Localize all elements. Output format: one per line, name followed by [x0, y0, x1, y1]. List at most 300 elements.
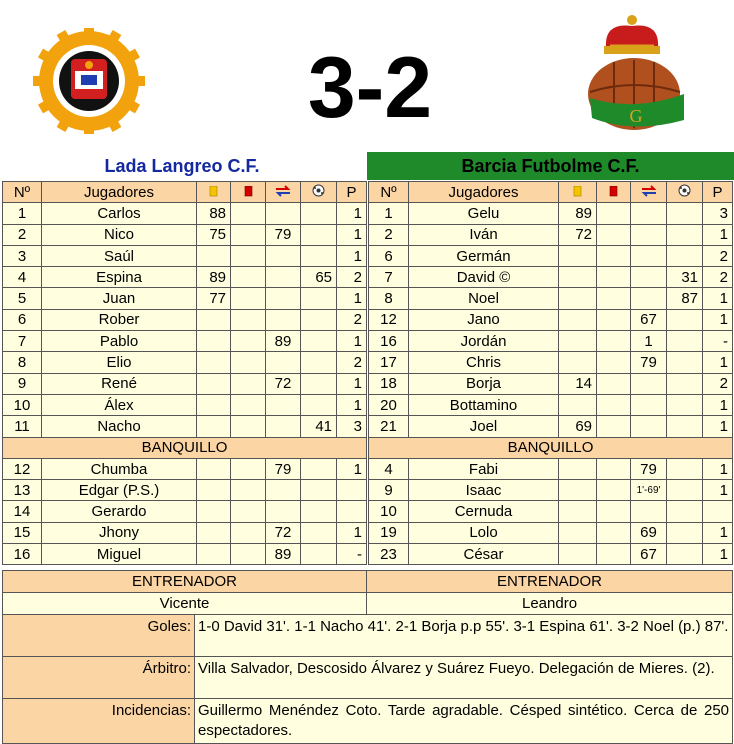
goal-minute: [301, 331, 337, 352]
yellow-card-minute: [197, 373, 231, 394]
goal-minute: [667, 480, 703, 501]
yellow-column-header: [197, 182, 231, 203]
player-row: [3, 309, 367, 330]
substitution-minute: [631, 245, 667, 266]
substitution-minute: 72: [266, 522, 301, 543]
substitution-minute: [266, 416, 301, 437]
player-points: 1: [337, 458, 367, 479]
goal-minute: [667, 309, 703, 330]
player-row: [3, 501, 367, 522]
player-row: [369, 394, 733, 415]
player-number: 15: [3, 522, 42, 543]
player-points: 1: [337, 203, 367, 224]
goal-minute: 31: [667, 267, 703, 288]
yellow-card-minute: 14: [559, 373, 597, 394]
player-points: 1: [337, 245, 367, 266]
number-header: Nº: [369, 182, 409, 203]
red-card-minute: [231, 522, 266, 543]
substitution-minute: [266, 309, 301, 330]
player-points: 2: [703, 267, 733, 288]
player-number: 16: [3, 544, 42, 565]
yellow-column-header: [559, 182, 597, 203]
player-name: Iván: [409, 224, 559, 245]
red-card-minute: [231, 309, 266, 330]
red-card-icon: [244, 184, 253, 201]
substitution-minute: [631, 373, 667, 394]
red-card-minute: [597, 267, 631, 288]
red-card-minute: [231, 394, 266, 415]
player-number: 21: [369, 416, 409, 437]
yellow-card-minute: 89: [559, 203, 597, 224]
goal-minute: [301, 288, 337, 309]
goal-minute: [301, 480, 337, 501]
goal-minute: [667, 544, 703, 565]
away-coach-label: ENTRENADOR: [367, 571, 733, 593]
player-number: 6: [3, 309, 42, 330]
yellow-card-minute: [559, 245, 597, 266]
bench-header-row: [369, 437, 733, 458]
player-number: 6: [369, 245, 409, 266]
substitution-minute: [631, 288, 667, 309]
bench-label: BANQUILLO: [369, 437, 733, 458]
goal-minute: [301, 352, 337, 373]
substitution-minute: 79: [266, 224, 301, 245]
substitution-minute: 69: [631, 522, 667, 543]
red-card-minute: [231, 352, 266, 373]
player-points: 1: [703, 309, 733, 330]
goal-minute: [301, 245, 337, 266]
player-row: [3, 394, 367, 415]
ball-icon: [312, 184, 325, 201]
player-points: 1: [337, 288, 367, 309]
sub-column-header: [631, 182, 667, 203]
substitution-minute: 1'-69': [631, 480, 667, 501]
match-summary-table: [2, 570, 733, 744]
player-name: Germán: [409, 245, 559, 266]
yellow-card-minute: 72: [559, 224, 597, 245]
player-row: [369, 224, 733, 245]
yellow-card-minute: [559, 394, 597, 415]
red-card-minute: [231, 480, 266, 501]
player-points: -: [703, 331, 733, 352]
player-number: 23: [369, 544, 409, 565]
substitution-minute: [266, 352, 301, 373]
home-coach-name: Vicente: [3, 593, 367, 615]
yellow-card-minute: [197, 352, 231, 373]
yellow-card-minute: [197, 331, 231, 352]
player-name: Nico: [42, 224, 197, 245]
player-points: 1: [703, 544, 733, 565]
yellow-card-icon: [573, 184, 582, 201]
red-card-minute: [231, 416, 266, 437]
red-card-minute: [231, 458, 266, 479]
home-lineup-table: [2, 181, 367, 565]
player-name: Miguel: [42, 544, 197, 565]
red-card-minute: [231, 288, 266, 309]
goal-minute: [667, 501, 703, 522]
yellow-card-minute: [559, 480, 597, 501]
red-card-minute: [231, 267, 266, 288]
red-card-minute: [597, 480, 631, 501]
substitution-minute: [631, 224, 667, 245]
player-number: 9: [3, 373, 42, 394]
yellow-card-minute: [197, 544, 231, 565]
red-card-minute: [597, 245, 631, 266]
player-row: [369, 309, 733, 330]
red-card-minute: [597, 224, 631, 245]
player-row: [369, 331, 733, 352]
player-points: 1: [337, 373, 367, 394]
player-name: Gelu: [409, 203, 559, 224]
red-card-minute: [231, 501, 266, 522]
red-column-header: [597, 182, 631, 203]
player-points: 1: [703, 458, 733, 479]
player-points: 1: [703, 522, 733, 543]
red-card-minute: [597, 416, 631, 437]
player-row: [3, 331, 367, 352]
player-row: [3, 480, 367, 501]
player-name: René: [42, 373, 197, 394]
players-header: Jugadores: [42, 182, 197, 203]
player-number: 19: [369, 522, 409, 543]
player-points: 3: [703, 203, 733, 224]
yellow-card-minute: 69: [559, 416, 597, 437]
player-name: Gerardo: [42, 501, 197, 522]
player-name: Bottamino: [409, 394, 559, 415]
player-name: Chris: [409, 352, 559, 373]
goal-minute: [301, 309, 337, 330]
goal-minute: 41: [301, 416, 337, 437]
substitution-minute: [266, 288, 301, 309]
bench-label: BANQUILLO: [3, 437, 367, 458]
player-row: [369, 501, 733, 522]
player-number: 20: [369, 394, 409, 415]
substitution-minute: 67: [631, 544, 667, 565]
player-row: [3, 203, 367, 224]
player-row: [3, 267, 367, 288]
player-row: [369, 522, 733, 543]
substitution-minute: [266, 501, 301, 522]
points-header: P: [703, 182, 733, 203]
player-row: [3, 352, 367, 373]
red-card-minute: [231, 331, 266, 352]
substitution-minute: [266, 267, 301, 288]
player-points: [337, 501, 367, 522]
player-points: 1: [337, 331, 367, 352]
substitution-minute: [631, 267, 667, 288]
player-row: [369, 416, 733, 437]
player-number: 17: [369, 352, 409, 373]
goal-minute: [301, 458, 337, 479]
player-number: 11: [3, 416, 42, 437]
player-row: [3, 544, 367, 565]
substitution-minute: 1: [631, 331, 667, 352]
player-number: 1: [3, 203, 42, 224]
red-card-minute: [597, 544, 631, 565]
player-name: Elio: [42, 352, 197, 373]
red-card-minute: [597, 331, 631, 352]
red-card-minute: [597, 203, 631, 224]
red-card-minute: [597, 522, 631, 543]
player-name: Jordán: [409, 331, 559, 352]
player-row: [3, 416, 367, 437]
substitution-minute: 89: [266, 331, 301, 352]
home-team-name: Lada Langreo C.F.: [0, 152, 364, 180]
substitution-minute: [631, 203, 667, 224]
red-card-minute: [231, 373, 266, 394]
yellow-card-minute: [559, 522, 597, 543]
substitution-minute: 89: [266, 544, 301, 565]
player-name: Lolo: [409, 522, 559, 543]
player-number: 1: [369, 203, 409, 224]
player-name: Edgar (P.S.): [42, 480, 197, 501]
player-row: [369, 267, 733, 288]
player-name: Isaac: [409, 480, 559, 501]
player-number: 7: [369, 267, 409, 288]
goals-label: Goles:: [3, 615, 195, 657]
goal-minute: [667, 373, 703, 394]
sub-column-header: [266, 182, 301, 203]
player-number: 10: [3, 394, 42, 415]
table-header-row: [369, 182, 733, 203]
substitution-minute: 79: [631, 458, 667, 479]
yellow-card-minute: [197, 245, 231, 266]
away-coach-name: Leandro: [367, 593, 733, 615]
ball-column-header: [301, 182, 337, 203]
yellow-card-minute: 89: [197, 267, 231, 288]
substitution-minute: 79: [631, 352, 667, 373]
match-header: [0, 0, 734, 152]
substitution-minute: [266, 203, 301, 224]
red-card-minute: [597, 288, 631, 309]
player-row: [3, 245, 367, 266]
substitution-minute: 67: [631, 309, 667, 330]
player-row: [3, 522, 367, 543]
player-name: Jano: [409, 309, 559, 330]
goal-minute: [667, 416, 703, 437]
yellow-card-minute: [559, 309, 597, 330]
goal-minute: [667, 352, 703, 373]
player-row: [3, 224, 367, 245]
number-header: Nº: [3, 182, 42, 203]
player-name: Álex: [42, 394, 197, 415]
players-header: Jugadores: [409, 182, 559, 203]
player-points: 2: [337, 267, 367, 288]
player-number: 16: [369, 331, 409, 352]
player-row: [369, 203, 733, 224]
player-number: 2: [369, 224, 409, 245]
match-score: 3-2: [307, 40, 433, 136]
player-row: [369, 373, 733, 394]
goal-minute: [667, 203, 703, 224]
table-header-row: [3, 182, 367, 203]
player-row: [369, 544, 733, 565]
substitution-minute: [631, 501, 667, 522]
goal-minute: [667, 458, 703, 479]
substitution-minute: [266, 480, 301, 501]
player-points: 3: [337, 416, 367, 437]
player-row: [369, 288, 733, 309]
player-name: Joel: [409, 416, 559, 437]
goal-minute: [301, 224, 337, 245]
player-points: 1: [703, 480, 733, 501]
away-lineup-table: [368, 181, 733, 565]
player-row: [369, 352, 733, 373]
away-team-name: Barcia Futbolme C.F.: [367, 152, 734, 180]
player-points: 1: [703, 352, 733, 373]
substitution-minute: 72: [266, 373, 301, 394]
player-number: 14: [3, 501, 42, 522]
player-points: 2: [703, 373, 733, 394]
player-number: 5: [3, 288, 42, 309]
player-number: 12: [369, 309, 409, 330]
yellow-card-icon: [209, 184, 218, 201]
player-points: 1: [703, 224, 733, 245]
red-card-minute: [231, 245, 266, 266]
yellow-card-minute: [559, 352, 597, 373]
yellow-card-minute: [559, 544, 597, 565]
player-points: 1: [337, 224, 367, 245]
player-points: 1: [703, 416, 733, 437]
player-name: Cernuda: [409, 501, 559, 522]
red-card-minute: [231, 544, 266, 565]
yellow-card-minute: [197, 394, 231, 415]
player-points: 2: [337, 352, 367, 373]
incidents-text: Guillermo Menéndez Coto. Tarde agradable. Césped sintético. Cerca de 250 espectadores.: [195, 699, 733, 744]
yellow-card-minute: [559, 501, 597, 522]
home-team-crest: [30, 28, 148, 134]
goal-minute: [301, 522, 337, 543]
points-header: P: [337, 182, 367, 203]
substitution-minute: 79: [266, 458, 301, 479]
referee-label: Árbitro:: [3, 657, 195, 699]
player-number: 3: [3, 245, 42, 266]
player-row: [369, 480, 733, 501]
player-points: 1: [703, 288, 733, 309]
bench-header-row: [3, 437, 367, 458]
goal-minute: 65: [301, 267, 337, 288]
red-card-minute: [597, 458, 631, 479]
player-name: Jhony: [42, 522, 197, 543]
goal-minute: [301, 394, 337, 415]
red-card-minute: [597, 394, 631, 415]
player-name: Saúl: [42, 245, 197, 266]
player-row: [369, 245, 733, 266]
red-card-minute: [231, 224, 266, 245]
yellow-card-minute: [197, 522, 231, 543]
player-number: 8: [369, 288, 409, 309]
goal-minute: [667, 224, 703, 245]
red-card-minute: [597, 373, 631, 394]
substitution-icon: [641, 184, 657, 201]
referee-text: Villa Salvador, Descosido Álvarez y Suárez Fueyo. Delegación de Mieres. (2).: [195, 657, 733, 699]
player-name: Chumba: [42, 458, 197, 479]
player-points: 2: [703, 245, 733, 266]
yellow-card-minute: 75: [197, 224, 231, 245]
player-points: 2: [337, 309, 367, 330]
red-card-minute: [597, 352, 631, 373]
player-name: César: [409, 544, 559, 565]
substitution-minute: [266, 394, 301, 415]
player-number: 13: [3, 480, 42, 501]
substitution-minute: [631, 394, 667, 415]
ball-icon: [678, 184, 691, 201]
home-coach-label: ENTRENADOR: [3, 571, 367, 593]
player-row: [3, 373, 367, 394]
player-name: Fabi: [409, 458, 559, 479]
yellow-card-minute: [197, 458, 231, 479]
goal-minute: [301, 544, 337, 565]
red-column-header: [231, 182, 266, 203]
yellow-card-minute: [559, 458, 597, 479]
goal-minute: [667, 245, 703, 266]
svg-text:G: G: [629, 106, 643, 126]
substitution-minute: [266, 245, 301, 266]
player-name: Carlos: [42, 203, 197, 224]
player-name: Juan: [42, 288, 197, 309]
substitution-icon: [275, 184, 291, 201]
player-points: [703, 501, 733, 522]
yellow-card-minute: 88: [197, 203, 231, 224]
goal-minute: [301, 203, 337, 224]
player-name: Espina: [42, 267, 197, 288]
player-points: -: [337, 544, 367, 565]
goal-minute: [667, 394, 703, 415]
goals-text: 1-0 David 31'. 1-1 Nacho 41'. 2-1 Borja p.p 55'. 3-1 Espina 61'. 3-2 Noel (p.) 87'.: [195, 615, 733, 657]
goal-minute: 87: [667, 288, 703, 309]
player-number: 10: [369, 501, 409, 522]
player-number: 8: [3, 352, 42, 373]
yellow-card-minute: 77: [197, 288, 231, 309]
yellow-card-minute: [197, 309, 231, 330]
goal-minute: [301, 501, 337, 522]
player-number: 2: [3, 224, 42, 245]
yellow-card-minute: [197, 480, 231, 501]
yellow-card-minute: [559, 288, 597, 309]
yellow-card-minute: [197, 416, 231, 437]
player-number: 7: [3, 331, 42, 352]
red-card-minute: [597, 501, 631, 522]
substitution-minute: [631, 416, 667, 437]
red-card-minute: [231, 203, 266, 224]
player-name: Pablo: [42, 331, 197, 352]
player-name: Nacho: [42, 416, 197, 437]
goal-minute: [667, 522, 703, 543]
player-number: 18: [369, 373, 409, 394]
away-team-crest: [584, 8, 688, 132]
player-name: Noel: [409, 288, 559, 309]
yellow-card-minute: [197, 501, 231, 522]
player-points: 1: [703, 394, 733, 415]
player-number: 12: [3, 458, 42, 479]
player-name: Borja: [409, 373, 559, 394]
player-name: David ©: [409, 267, 559, 288]
player-number: 9: [369, 480, 409, 501]
red-card-minute: [597, 309, 631, 330]
player-points: [337, 480, 367, 501]
yellow-card-minute: [559, 331, 597, 352]
yellow-card-minute: [559, 267, 597, 288]
player-row: [369, 458, 733, 479]
player-number: 4: [369, 458, 409, 479]
player-name: Rober: [42, 309, 197, 330]
incidents-label: Incidencias:: [3, 699, 195, 744]
goal-minute: [667, 331, 703, 352]
red-card-icon: [609, 184, 618, 201]
player-points: 1: [337, 522, 367, 543]
goal-minute: [301, 373, 337, 394]
player-row: [3, 458, 367, 479]
